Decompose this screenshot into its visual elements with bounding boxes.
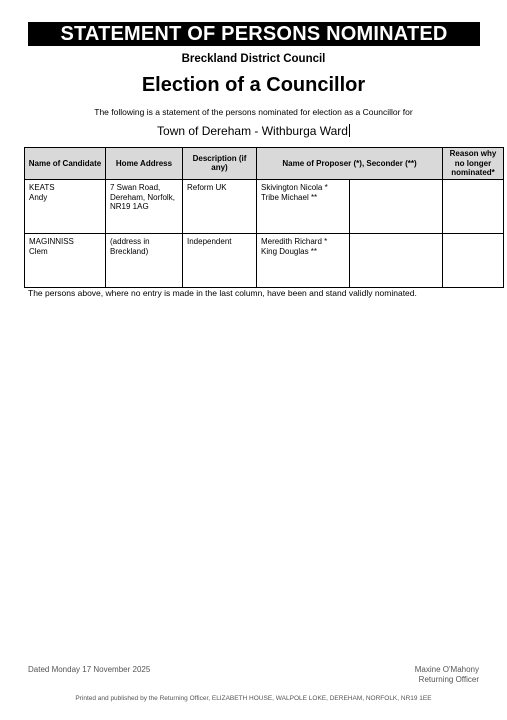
table-header-row (25, 148, 504, 180)
proposer-name: Meredith Richard * (261, 236, 328, 246)
address-cell: 7 Swan Road, Dereham, Norfolk, NR19 1AG (106, 179, 183, 233)
table-row (25, 179, 504, 233)
officer-title: Returning Officer (418, 675, 479, 685)
seconder-name: Tribe Michael ** (261, 192, 318, 202)
returning-officer-block (415, 665, 479, 686)
proposer-cell (257, 179, 350, 233)
intro-text: The following is a statement of the persons nominated for election as a Councillor for (94, 107, 413, 117)
header-name: Name of Candidate (25, 148, 106, 180)
header-address: Home Address (106, 148, 183, 180)
proposer-name: Skivington Nicola * (261, 182, 328, 192)
dated-line: Dated Monday 17 November 2025 (28, 665, 151, 674)
header-proposer: Name of Proposer (*), Seconder (**) (257, 148, 443, 180)
imprint-line: Printed and published by the Returning Officer, ELIZABETH HOUSE, WALPOLE LOKE, DEREHAM, NORFOLK, NR19 1EE (75, 695, 432, 702)
seconder-name: King Douglas ** (261, 246, 318, 256)
description-cell: Independent (183, 233, 257, 287)
candidate-surname: MAGINNISS (29, 236, 74, 246)
candidate-surname: KEATS (29, 182, 55, 192)
election-heading: Election of a Councillor (141, 74, 366, 96)
candidate-name-cell (25, 233, 106, 287)
candidate-forename: Clem (29, 246, 48, 256)
ward-name: Town of Dereham - Withburga Ward (157, 124, 348, 138)
header-reason: Reason why no longer nominated* (443, 148, 504, 180)
proposer-extra-cell (350, 179, 443, 233)
description-cell: Reform UK (183, 179, 257, 233)
validity-note: The persons above, where no entry is made in the last column, have been and stand validly nominated. (28, 288, 417, 298)
header-description: Description (if any) (183, 148, 257, 180)
reason-cell (443, 233, 504, 287)
reason-cell (443, 179, 504, 233)
address-cell: (address in Breckland) (106, 233, 183, 287)
candidate-forename: Andy (29, 192, 48, 202)
text-cursor (349, 124, 350, 137)
table-row (25, 233, 504, 287)
candidate-name-cell (25, 179, 106, 233)
nominations-table (24, 147, 504, 288)
proposer-cell (257, 233, 350, 287)
officer-name: Maxine O'Mahony (414, 665, 479, 674)
council-name: Breckland District Council (181, 53, 326, 65)
document-title: STATEMENT OF PERSONS NOMINATED (28, 22, 480, 46)
ward-line (0, 124, 507, 138)
proposer-extra-cell (350, 233, 443, 287)
